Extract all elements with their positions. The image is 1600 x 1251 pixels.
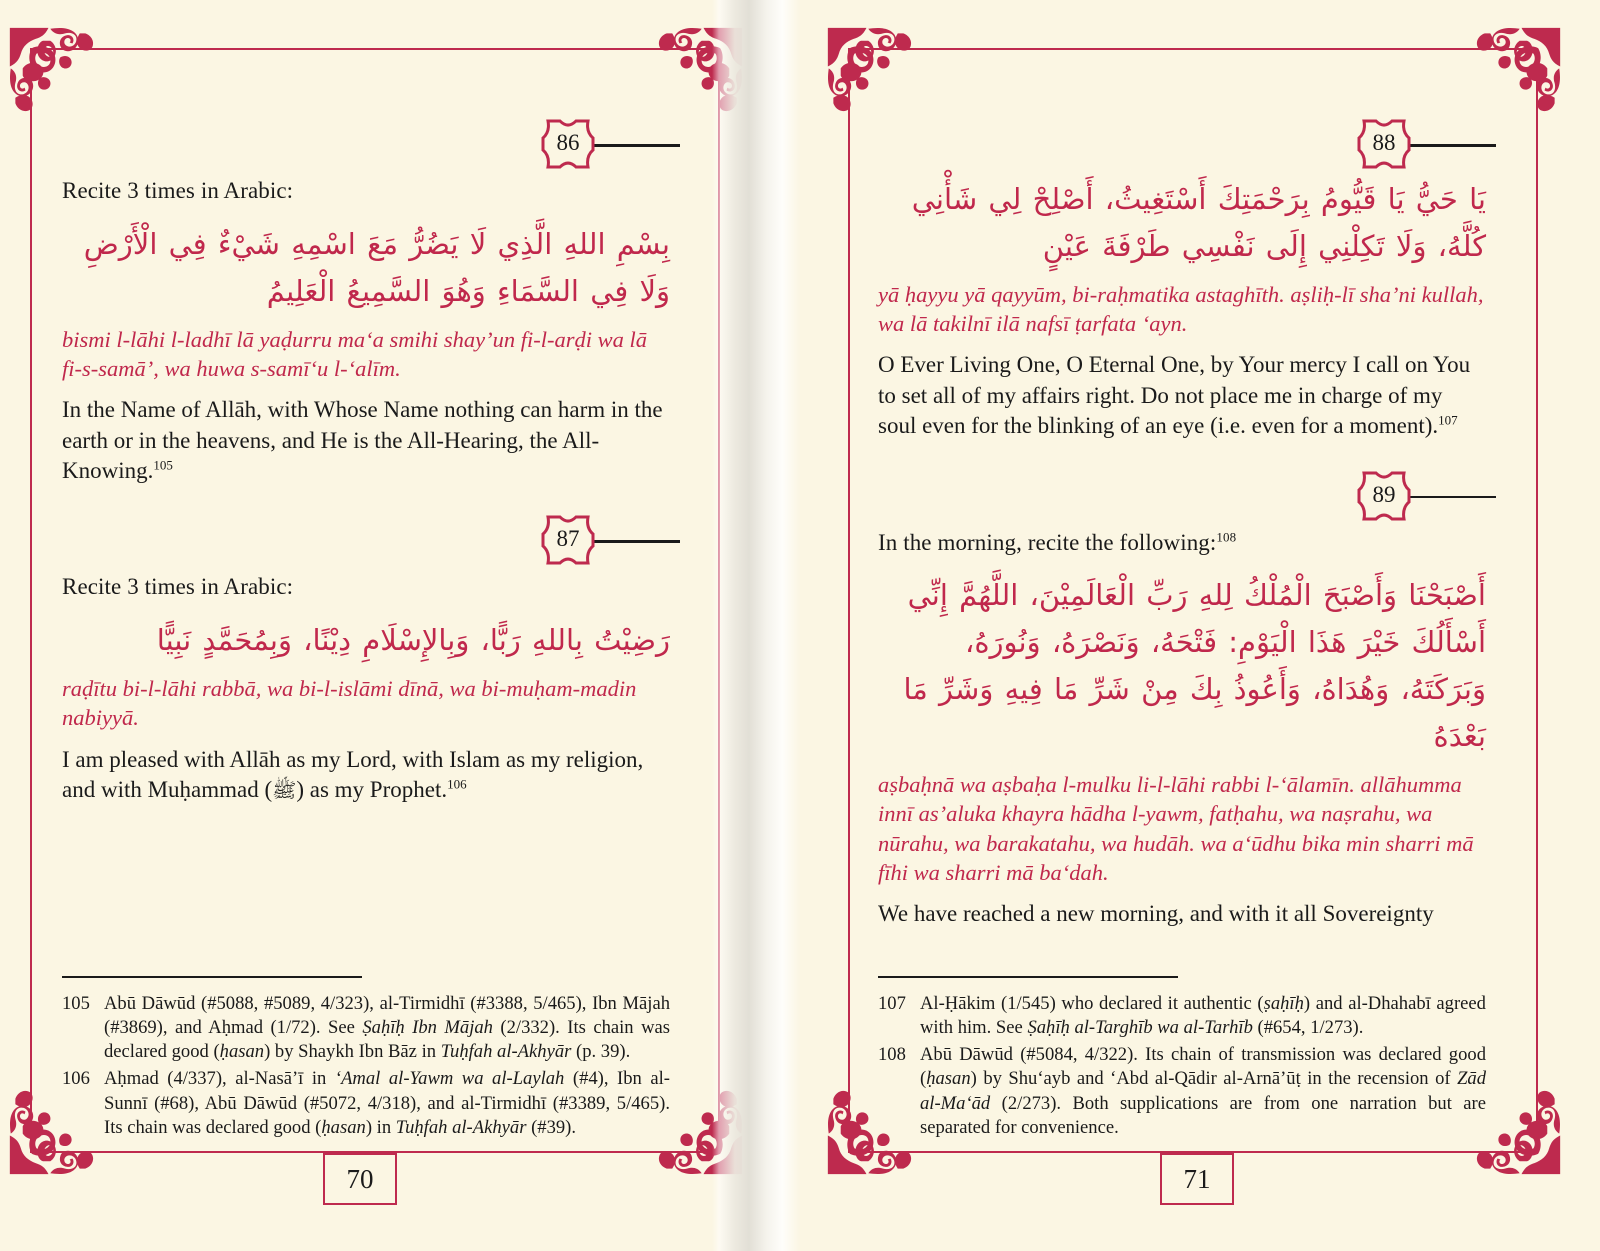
- section-87-arabic: رَضِيْتُ بِاللهِ رَبًّا، وَبِالإِسْلَامِ دِيْنًا، وَبِمُحَمَّدٍ نَبِيًّا: [156, 623, 670, 658]
- right-page: [800, 0, 1600, 1251]
- footnote-number: 108: [878, 1044, 906, 1066]
- right-page-number: 71: [1160, 1153, 1234, 1205]
- section-88-english-text: O Ever Living One, O Eternal One, by Your mercy I call on You to set all of my affairs right. Do not place me in charge of my soul even for the blinking of an eye (i.e. even for a moment).: [878, 352, 1471, 439]
- badge-rule: [1401, 496, 1496, 499]
- section-89-english: We have reached a new morning, and with it all Sovereignty: [878, 901, 1434, 927]
- left-page-footnotes: [62, 976, 670, 1143]
- badge-number: 86: [556, 130, 580, 156]
- section-87-lead: Recite 3 times in Arabic:: [62, 574, 294, 600]
- section-88-footnote-marker: 107: [1438, 412, 1458, 428]
- badge-plate-89: [1356, 470, 1412, 522]
- right-page-content: [878, 118, 1486, 940]
- footnote-number: 105: [62, 992, 90, 1014]
- badge-rule: [1401, 144, 1496, 147]
- section-87-footnote-marker: 106: [447, 776, 467, 792]
- footnote-105: [62, 992, 670, 1065]
- footnote-106: [62, 1067, 670, 1140]
- section-89-lead-text: In the morning, recite the following:: [878, 529, 1217, 555]
- ornament-corner-top-left-icon: [8, 26, 100, 118]
- ornament-corner-bottom-right-icon: [652, 1084, 744, 1176]
- section-badge-88: [878, 118, 1486, 170]
- footnote-107: [878, 992, 1486, 1040]
- right-page-footnotes: [878, 976, 1486, 1143]
- ornament-corner-bottom-right-icon: [1470, 1084, 1562, 1176]
- ornament-corner-top-right-icon: [1470, 26, 1562, 118]
- section-86-transliteration: bismi l-lāhi l-ladhī lā yaḍurru maʻa smihi shay’un fi-l-arḍi wa lā fi-s-samā’, wa huwa s-samīʻu l-ʻalīm.: [62, 326, 647, 381]
- badge-number: 87: [556, 526, 580, 552]
- left-page-number: 70: [323, 1153, 397, 1205]
- left-page-content: [62, 118, 670, 815]
- section-86-arabic: بِسْمِ اللهِ الَّذِي لَا يَضُرُّ مَعَ اسْمِهِ شَيْءٌ فِي الْأَرْضِ وَلَا فِي السَّمَاءِ وَهُوَ السَّمِيعُ الْعَلِيمُ: [83, 226, 670, 308]
- section-87-transliteration: raḍītu bi-l-lāhi rabbā, wa bi-l-islāmi dīnā, wa bi-muḥam-madin nabiyyā.: [62, 676, 637, 731]
- ornament-corner-top-left-icon: [826, 26, 918, 118]
- section-86-lead: Recite 3 times in Arabic:: [62, 178, 294, 203]
- badge-number: 89: [1372, 481, 1396, 507]
- section-87-english: [62, 745, 670, 806]
- footnote-body: Aḥmad (4/337), al-Nasā’ī in ‘Amal al-Yawm wa al-Laylah (#4), Ibn al-Sunnī (#68), Abū Dāwūd (#5072, 4/318), and al-Tirmidhī (#3389, 5/465). Its chain was declared good (ḥasan) in Tuḥfah al-Akhyār (#39).: [104, 1068, 670, 1138]
- section-89-lead: [878, 528, 1486, 559]
- footnote-108: [878, 1043, 1486, 1140]
- section-88-arabic: يَا حَيُّ يَا قَيُّومُ بِرَحْمَتِكَ أَسْتَغِيثُ، أَصْلِحْ لِي شَأْنِي كُلَّهُ، وَلَا تَكِلْنِي إِلَى نَفْسِي طَرْفَةَ عَيْنٍ: [911, 182, 1486, 263]
- section-89-lead-footnote-marker: 108: [1216, 528, 1237, 544]
- footnote-number: 107: [878, 992, 906, 1014]
- ornament-corner-bottom-left-icon: [826, 1084, 918, 1176]
- badge-plate-86: [540, 118, 596, 170]
- ornament-corner-top-right-icon: [652, 26, 744, 118]
- footnote-number: 106: [62, 1068, 90, 1090]
- section-88-english: [878, 350, 1486, 441]
- section-86-footnote-marker: 105: [153, 457, 173, 473]
- ornament-corner-bottom-left-icon: [8, 1084, 100, 1176]
- footnote-separator: [878, 976, 1178, 978]
- footnote-body: Al-Ḥākim (1/545) who declared it authentic (ṣaḥīḥ) and al-Dhahabī agreed with him. See Ṣaḥīḥ al-Targhīb wa al-Tarhīb (#654, 1/273).: [920, 992, 1486, 1039]
- section-badge-86: [62, 118, 670, 170]
- footnote-separator: [62, 976, 362, 978]
- section-89-arabic: أَصْبَحْنَا وَأَصْبَحَ الْمُلْكُ لِلهِ رَبِّ الْعَالَمِيْنَ، اللَّهُمَّ إِنِّي أَسْأَلُكَ خَيْرَ هَذَا الْيَوْمِ: فَتْحَهُ، وَنَصْرَهُ، وَنُورَهُ، وَبَرَكَتَهُ، وَهُدَاهُ، وَأَعُوذُ بِكَ مِنْ شَرِّ مَا فِيهِ وَشَرِّ مَا بَعْدَهُ: [903, 578, 1486, 754]
- section-87-english-before: I am pleased with Allāh as my Lord, with Islam as my religion, and with Muḥammad (: [62, 746, 644, 802]
- badge-plate-87: [540, 514, 596, 566]
- badge-plate-88: [1356, 118, 1412, 170]
- badge-number: 88: [1372, 130, 1396, 156]
- section-88-transliteration: yā ḥayyu yā qayyūm, bi-raḥmatika astaghīth. aṣliḥ-lī sha’ni kullah, wa lā takilnī ilā nafsī ṭarfata ʻayn.: [878, 281, 1484, 337]
- section-86-english-text: In the Name of Allāh, with Whose Name nothing can harm in the earth or in the heavens, and He is the All-Hearing, the All-Knowing.: [62, 397, 663, 483]
- section-badge-89: [878, 470, 1486, 522]
- footnote-body: Abū Dāwūd (#5084, 4/322). Its chain of transmission was declared good (ḥasan) by Shuʻayb and ‘Abd al-Qādir al-Arnā’ūṭ in the recension of Zād al-Maʻād (2/273). Both supplications are from one narration but are separated for convenience.: [920, 1044, 1486, 1138]
- sallallahu-alayhi-wasallam-icon: ﷺ: [272, 777, 297, 802]
- section-87-english-after: ) as my Prophet.: [296, 776, 448, 802]
- badge-rule: [585, 540, 680, 543]
- section-badge-87: [62, 514, 670, 566]
- section-86-english: [62, 395, 670, 486]
- footnote-body: Abū Dāwūd (#5088, #5089, 4/323), al-Tirmidhī (#3388, 5/465), Ibn Mājah (#3869), and Aḥmad (1/72). See Ṣaḥīḥ Ibn Mājah (2/332). Its chain was declared good (ḥasan) by Shaykh Ibn Bāz in Tuḥfah al-Akhyār (p. 39).: [104, 992, 670, 1063]
- badge-rule: [585, 144, 680, 147]
- section-89-transliteration: aṣbaḥnā wa aṣbaḥa l-mulku li-l-lāhi rabbi l-ʻālamīn. allāhumma innī as’aluka khayra hādha l-yawm, fatḥahu, wa naṣrahu, wa nūrahu, wa barakatahu, wa hudāh. wa aʻūdhu bika min sharri mā fīhi wa sharri mā baʻdah.: [878, 772, 1474, 885]
